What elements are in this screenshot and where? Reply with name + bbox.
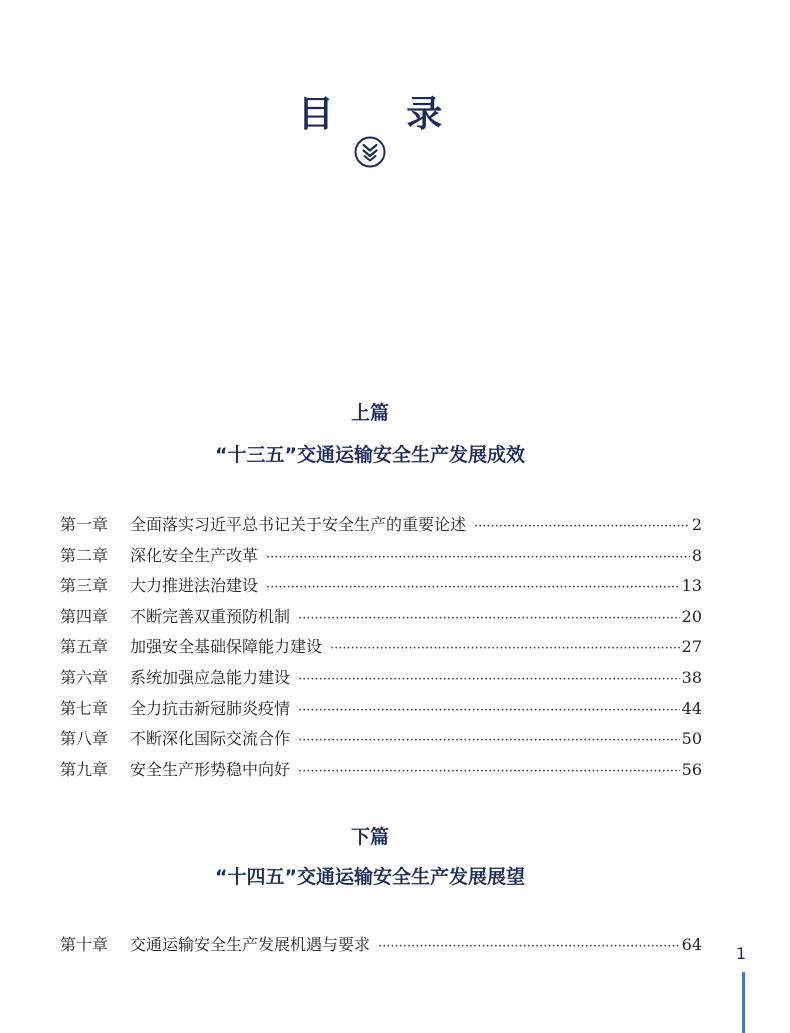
section-label-part-one: 上篇 xyxy=(350,402,389,424)
toc-page-number: 2 xyxy=(691,515,702,534)
toc-chapter-number: 第三章 xyxy=(60,576,109,596)
toc-dot-leader xyxy=(298,696,680,727)
page-title: 目 录 xyxy=(297,93,473,135)
toc-chapter-number: 第七章 xyxy=(60,698,109,718)
toc-chapter-title: 深化安全生产改革 xyxy=(130,545,259,565)
toc-chapter-title: 系统加强应急能力建设 xyxy=(130,667,291,687)
toc-chapter-number: 第六章 xyxy=(60,667,109,687)
toc-dot-leader xyxy=(378,932,680,963)
section-subtitle-part-two: “十四五”交通运输安全生产发展展望 xyxy=(215,866,525,888)
toc-entry[interactable] xyxy=(60,663,702,694)
toc-chapter-title: 全面落实习近平总书记关于安全生产的重要论述 xyxy=(130,515,467,534)
toc-chapter-number: 第四章 xyxy=(60,606,109,626)
toc-dot-leader xyxy=(298,726,680,757)
toc-chapter-title: 安全生产形势稳中向好 xyxy=(130,759,291,779)
toc-chapter-number: 第九章 xyxy=(60,759,109,779)
toc-chapter-title: 不断深化国际交流合作 xyxy=(130,729,291,749)
toc-dot-leader xyxy=(330,634,680,665)
toc-page-number: 50 xyxy=(681,729,702,749)
toc-chapter-title: 交通运输安全生产发展机遇与要求 xyxy=(130,935,371,954)
toc-page-number: 27 xyxy=(681,637,702,657)
toc-chapter-title: 大力推进法治建设 xyxy=(130,576,259,596)
toc-chapter-number: 第五章 xyxy=(60,637,109,657)
toc-chapter-title: 不断完善双重预防机制 xyxy=(130,606,291,626)
toc-dot-leader xyxy=(474,512,690,543)
toc-list-part-two xyxy=(60,930,702,961)
toc-entry[interactable] xyxy=(60,632,702,663)
toc-dot-leader xyxy=(298,665,680,696)
toc-page-number: 56 xyxy=(681,759,702,779)
toc-page-number: 13 xyxy=(681,576,702,596)
section-label-part-two: 下篇 xyxy=(350,826,389,848)
toc-entry[interactable] xyxy=(60,541,702,572)
page-edge-accent-bar xyxy=(742,972,745,1033)
double-chevron-down-circle-icon xyxy=(354,136,386,168)
toc-list-part-one xyxy=(60,510,702,785)
toc-page-number: 20 xyxy=(681,606,702,626)
toc-entry[interactable] xyxy=(60,602,702,633)
toc-page-number: 38 xyxy=(681,667,702,687)
toc-entry[interactable] xyxy=(60,571,702,602)
toc-chapter-number: 第十章 xyxy=(60,935,109,954)
toc-dot-leader xyxy=(298,604,680,635)
toc-dot-leader xyxy=(298,757,680,788)
toc-chapter-number: 第一章 xyxy=(60,515,109,534)
toc-entry[interactable] xyxy=(60,724,702,755)
toc-entry[interactable] xyxy=(60,510,702,541)
toc-dot-leader xyxy=(266,543,690,574)
toc-entry[interactable] xyxy=(60,930,702,961)
toc-chapter-number: 第二章 xyxy=(60,545,109,565)
toc-dot-leader xyxy=(266,573,680,604)
section-subtitle-part-one: “十三五”交通运输安全生产发展成效 xyxy=(215,444,525,466)
toc-chapter-title: 加强安全基础保障能力建设 xyxy=(130,637,323,657)
toc-page-number: 64 xyxy=(681,935,702,954)
toc-entry[interactable] xyxy=(60,755,702,786)
toc-entry[interactable] xyxy=(60,694,702,725)
toc-chapter-number: 第八章 xyxy=(60,729,109,749)
page-number: 1 xyxy=(736,944,747,963)
toc-page-number: 8 xyxy=(691,545,702,565)
toc-chapter-title: 全力抗击新冠肺炎疫情 xyxy=(130,698,291,718)
toc-page-number: 44 xyxy=(681,698,702,718)
